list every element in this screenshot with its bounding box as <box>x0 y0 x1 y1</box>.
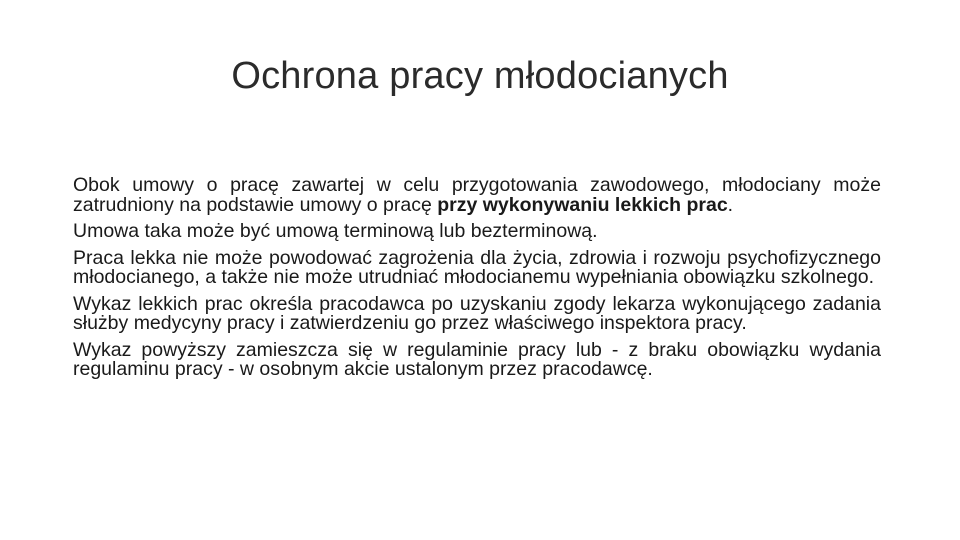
paragraph-work-list <box>73 292 881 334</box>
paragraph-text: Praca lekka nie może powodować zagrożenia dla życia, zdrowia i rozwoju psychofizycznego młodocianego, a także nie może utrudniać młodocianemu wypełniania obowiązku szkolnego. <box>73 246 881 288</box>
paragraph-text: Umowa taka może być umową terminową lub bezterminową. <box>73 220 598 242</box>
paragraph-text: Obok umowy o pracę zawartej w celu przygotowania zawodowego, młodociany może zatrudniony na podstawie umowy o pracę <box>73 174 881 216</box>
slide-title: Ochrona pracy młodocianych <box>231 55 729 97</box>
paragraph-tail: . <box>727 193 734 216</box>
paragraph-text: Wykaz powyższy zamieszcza się w regulaminie pracy lub - z braku obowiązku wydania regulaminu pracy - w osobnym akcie ustalonym przez pracodawcę. <box>73 338 881 380</box>
paragraph-text: Wykaz lekkich prac określa pracodawca po uzyskaniu zgody lekarza wykonującego zadania służby medycyny pracy i zatwierdzeniu go przez właściwego inspektora pracy. <box>73 292 881 334</box>
bold-phrase: przy wykonywaniu lekkich prac <box>437 193 728 216</box>
paragraph-light-work-definition <box>73 246 881 288</box>
paragraph-light-work <box>73 176 881 215</box>
slide-body <box>73 176 881 387</box>
paragraph-contract-type <box>73 222 881 242</box>
paragraph-regulations <box>73 338 881 380</box>
